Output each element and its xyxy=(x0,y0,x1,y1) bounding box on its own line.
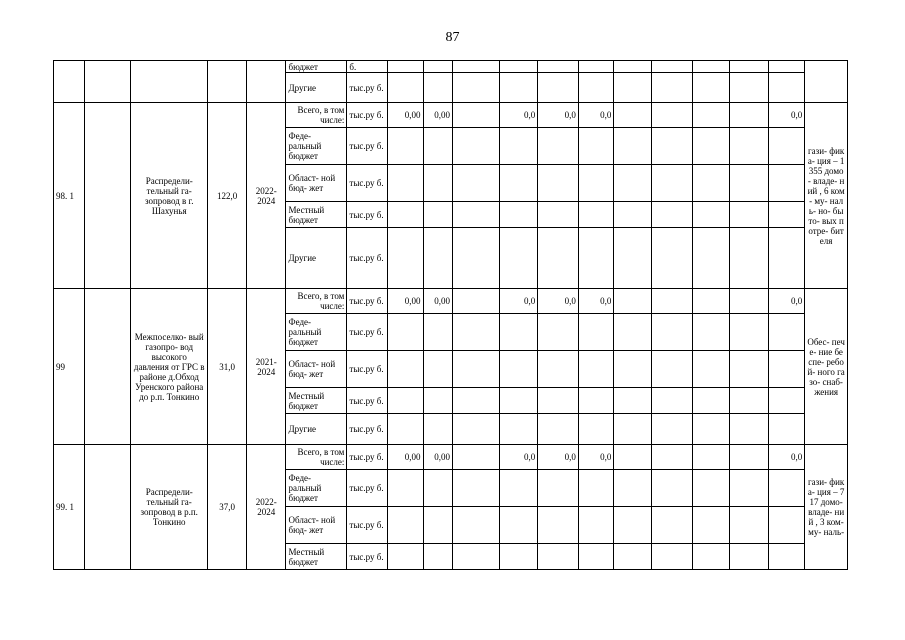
value-empty-cell xyxy=(578,351,614,388)
value-empty-cell xyxy=(692,388,730,414)
value-empty-cell xyxy=(730,445,769,470)
value-empty-cell xyxy=(538,61,579,73)
funding-value: 0,0 xyxy=(499,289,538,314)
value-empty-cell xyxy=(388,388,424,414)
value-empty-cell xyxy=(423,128,452,165)
funding-source: Феде- ральный бюджет xyxy=(286,128,347,165)
funding-value: 0,00 xyxy=(423,103,452,128)
unit-label: тыс.ру б. xyxy=(347,445,388,470)
value-empty-cell xyxy=(692,61,730,73)
value-empty-cell xyxy=(578,202,614,228)
unit-label: тыс.ру б. xyxy=(347,103,388,128)
value-empty-cell xyxy=(452,202,499,228)
value-empty-cell xyxy=(499,61,538,73)
value-empty-cell xyxy=(614,414,652,445)
value-empty-cell xyxy=(692,445,730,470)
unit-label: тыс.ру б. xyxy=(347,544,388,570)
value-empty-cell xyxy=(538,388,579,414)
table-row xyxy=(54,61,848,73)
value-empty-cell xyxy=(651,128,692,165)
unit-label: тыс.ру б. xyxy=(347,470,388,507)
value-empty-cell xyxy=(768,388,805,414)
value-empty-cell xyxy=(423,61,452,73)
value-empty-cell xyxy=(499,314,538,351)
project-period: 2022- 2024 xyxy=(246,445,286,570)
page-number: 87 xyxy=(445,30,460,45)
value-empty-cell xyxy=(388,165,424,202)
value-empty-cell xyxy=(692,103,730,128)
value-empty-cell xyxy=(614,351,652,388)
project-number-cell xyxy=(54,61,85,103)
project-name-cell xyxy=(131,61,208,103)
value-empty-cell xyxy=(388,73,424,103)
project-number: 98. 1 xyxy=(54,103,85,289)
value-empty-cell xyxy=(423,470,452,507)
result-cell xyxy=(805,61,848,103)
unit-label: тыс.ру б. xyxy=(347,351,388,388)
value-empty-cell xyxy=(578,73,614,103)
table-row xyxy=(54,445,848,470)
value-empty-cell xyxy=(730,128,769,165)
value-empty-cell xyxy=(388,544,424,570)
value-empty-cell xyxy=(452,103,499,128)
unit-label: тыс.ру б. xyxy=(347,202,388,228)
funding-value: 0,0 xyxy=(768,289,805,314)
length-cell xyxy=(208,61,247,103)
value-empty-cell xyxy=(730,202,769,228)
value-empty-cell xyxy=(388,314,424,351)
value-empty-cell xyxy=(452,128,499,165)
value-empty-cell xyxy=(452,73,499,103)
col-b-cell xyxy=(85,289,131,445)
value-empty-cell xyxy=(423,351,452,388)
value-empty-cell xyxy=(614,73,652,103)
value-empty-cell xyxy=(578,228,614,289)
value-empty-cell xyxy=(614,388,652,414)
value-empty-cell xyxy=(452,165,499,202)
funding-source: Местный бюджет xyxy=(286,202,347,228)
value-empty-cell xyxy=(730,470,769,507)
unit-label: тыс.ру б. xyxy=(347,128,388,165)
value-empty-cell xyxy=(730,103,769,128)
value-empty-cell xyxy=(651,314,692,351)
value-empty-cell xyxy=(578,470,614,507)
value-empty-cell xyxy=(423,314,452,351)
project-name: Распредели- тельный га- зопровод в р.п. Тонкино xyxy=(131,445,208,570)
funding-source: Феде- ральный бюджет xyxy=(286,470,347,507)
funding-source: Област- ной бюд- жет xyxy=(286,507,347,544)
investment-table xyxy=(53,60,848,570)
funding-value: 0,00 xyxy=(423,289,452,314)
value-empty-cell xyxy=(651,507,692,544)
value-empty-cell xyxy=(730,73,769,103)
value-empty-cell xyxy=(614,103,652,128)
value-empty-cell xyxy=(651,470,692,507)
value-empty-cell xyxy=(499,388,538,414)
unit-label: тыс.ру б. xyxy=(347,314,388,351)
funding-value: 0,0 xyxy=(499,103,538,128)
value-empty-cell xyxy=(692,414,730,445)
funding-value: 0,0 xyxy=(538,289,579,314)
value-empty-cell xyxy=(692,351,730,388)
value-empty-cell xyxy=(651,165,692,202)
value-empty-cell xyxy=(423,165,452,202)
value-empty-cell xyxy=(388,128,424,165)
funding-value: 0,0 xyxy=(578,445,614,470)
funding-source: Всего, в том числе: xyxy=(286,289,347,314)
value-empty-cell xyxy=(423,507,452,544)
value-empty-cell xyxy=(651,351,692,388)
funding-source: Другие xyxy=(286,414,347,445)
value-empty-cell xyxy=(388,228,424,289)
value-empty-cell xyxy=(651,289,692,314)
value-empty-cell xyxy=(768,61,805,73)
source-cell: Другие xyxy=(286,73,347,103)
value-empty-cell xyxy=(388,61,424,73)
value-empty-cell xyxy=(614,165,652,202)
value-empty-cell xyxy=(730,544,769,570)
value-empty-cell xyxy=(499,544,538,570)
value-empty-cell xyxy=(692,73,730,103)
value-empty-cell xyxy=(651,414,692,445)
value-empty-cell xyxy=(768,414,805,445)
value-empty-cell xyxy=(538,507,579,544)
value-empty-cell xyxy=(614,314,652,351)
unit-label: тыс.ру б. xyxy=(347,388,388,414)
value-empty-cell xyxy=(388,351,424,388)
funding-value: 0,0 xyxy=(578,103,614,128)
value-empty-cell xyxy=(452,544,499,570)
value-empty-cell xyxy=(452,228,499,289)
value-empty-cell xyxy=(768,507,805,544)
table-row xyxy=(54,103,848,128)
value-empty-cell xyxy=(452,507,499,544)
value-empty-cell xyxy=(651,445,692,470)
value-empty-cell xyxy=(614,202,652,228)
value-empty-cell xyxy=(538,228,579,289)
value-empty-cell xyxy=(538,351,579,388)
value-empty-cell xyxy=(499,470,538,507)
value-empty-cell xyxy=(768,228,805,289)
value-empty-cell xyxy=(651,228,692,289)
unit-cell: тыс.ру б. xyxy=(347,73,388,103)
value-empty-cell xyxy=(768,202,805,228)
project-number: 99 xyxy=(54,289,85,445)
value-empty-cell xyxy=(692,470,730,507)
value-empty-cell xyxy=(452,351,499,388)
funding-value: 0,0 xyxy=(538,103,579,128)
funding-value: 0,0 xyxy=(768,103,805,128)
value-empty-cell xyxy=(768,165,805,202)
project-length: 31,0 xyxy=(208,289,247,445)
value-empty-cell xyxy=(452,414,499,445)
value-empty-cell xyxy=(614,128,652,165)
value-empty-cell xyxy=(692,128,730,165)
value-empty-cell xyxy=(578,61,614,73)
value-empty-cell xyxy=(692,228,730,289)
value-empty-cell xyxy=(538,165,579,202)
value-empty-cell xyxy=(578,314,614,351)
value-empty-cell xyxy=(538,128,579,165)
value-empty-cell xyxy=(499,165,538,202)
value-empty-cell xyxy=(651,388,692,414)
value-empty-cell xyxy=(614,228,652,289)
value-empty-cell xyxy=(499,228,538,289)
value-empty-cell xyxy=(538,414,579,445)
value-empty-cell xyxy=(499,414,538,445)
value-empty-cell xyxy=(499,351,538,388)
value-empty-cell xyxy=(768,470,805,507)
unit-label: тыс.ру б. xyxy=(347,228,388,289)
value-empty-cell xyxy=(423,544,452,570)
value-empty-cell xyxy=(651,61,692,73)
value-empty-cell xyxy=(578,165,614,202)
value-empty-cell xyxy=(538,202,579,228)
unit-cell: б. xyxy=(347,61,388,73)
project-name: Межпоселко- вый газопро- вод высокого давления от ГРС в районе д.Обход Уренского района до р.п. Тонкино xyxy=(131,289,208,445)
value-empty-cell xyxy=(730,61,769,73)
value-empty-cell xyxy=(499,128,538,165)
value-empty-cell xyxy=(768,351,805,388)
funding-value: 0,00 xyxy=(388,445,424,470)
value-empty-cell xyxy=(651,73,692,103)
value-empty-cell xyxy=(730,414,769,445)
project-length: 37,0 xyxy=(208,445,247,570)
value-empty-cell xyxy=(730,351,769,388)
funding-value: 0,0 xyxy=(768,445,805,470)
project-name: Распредели- тельный га- зопровод в г. Шахунья xyxy=(131,103,208,289)
value-empty-cell xyxy=(538,73,579,103)
unit-label: тыс.ру б. xyxy=(347,165,388,202)
period-cell xyxy=(246,61,286,103)
funding-source: Всего, в том числе: xyxy=(286,103,347,128)
funding-value: 0,0 xyxy=(538,445,579,470)
value-empty-cell xyxy=(452,289,499,314)
col-b-cell xyxy=(85,61,131,103)
value-empty-cell xyxy=(538,314,579,351)
value-empty-cell xyxy=(651,544,692,570)
unit-label: тыс.ру б. xyxy=(347,507,388,544)
value-empty-cell xyxy=(578,414,614,445)
funding-source: Феде- ральный бюджет xyxy=(286,314,347,351)
value-empty-cell xyxy=(423,73,452,103)
value-empty-cell xyxy=(651,103,692,128)
project-period: 2022- 2024 xyxy=(246,103,286,289)
value-empty-cell xyxy=(768,73,805,103)
value-empty-cell xyxy=(452,388,499,414)
value-empty-cell xyxy=(388,414,424,445)
value-empty-cell xyxy=(538,470,579,507)
value-empty-cell xyxy=(692,314,730,351)
value-empty-cell xyxy=(730,165,769,202)
funding-source: Област- ной бюд- жет xyxy=(286,351,347,388)
value-empty-cell xyxy=(452,61,499,73)
value-empty-cell xyxy=(768,314,805,351)
value-empty-cell xyxy=(499,507,538,544)
value-empty-cell xyxy=(692,165,730,202)
value-empty-cell xyxy=(768,544,805,570)
value-empty-cell xyxy=(499,73,538,103)
col-b-cell xyxy=(85,445,131,570)
value-empty-cell xyxy=(578,128,614,165)
funding-value: 0,0 xyxy=(499,445,538,470)
value-empty-cell xyxy=(614,289,652,314)
project-result: гази- фика- ция – 717 домо- владе- ний , 3 ком- му- наль- xyxy=(805,445,848,570)
value-empty-cell xyxy=(452,470,499,507)
value-empty-cell xyxy=(730,228,769,289)
value-empty-cell xyxy=(578,507,614,544)
funding-value: 0,00 xyxy=(423,445,452,470)
value-empty-cell xyxy=(730,507,769,544)
value-empty-cell xyxy=(614,445,652,470)
funding-value: 0,0 xyxy=(578,289,614,314)
value-empty-cell xyxy=(499,202,538,228)
funding-source: Всего, в том числе: xyxy=(286,445,347,470)
value-empty-cell xyxy=(538,544,579,570)
value-empty-cell xyxy=(730,388,769,414)
project-result: гази- фика- ция – 1 355 домо- владе- ний , 6 ком- му- наль- но- быто- вых потре- бителя xyxy=(805,103,848,289)
value-empty-cell xyxy=(452,314,499,351)
value-empty-cell xyxy=(423,202,452,228)
value-empty-cell xyxy=(578,544,614,570)
value-empty-cell xyxy=(614,470,652,507)
unit-label: тыс.ру б. xyxy=(347,289,388,314)
value-empty-cell xyxy=(388,507,424,544)
project-period: 2021- 2024 xyxy=(246,289,286,445)
value-empty-cell xyxy=(651,202,692,228)
value-empty-cell xyxy=(730,289,769,314)
value-empty-cell xyxy=(768,128,805,165)
value-empty-cell xyxy=(692,507,730,544)
funding-value: 0,00 xyxy=(388,289,424,314)
value-empty-cell xyxy=(452,445,499,470)
project-length: 122,0 xyxy=(208,103,247,289)
value-empty-cell xyxy=(423,414,452,445)
value-empty-cell xyxy=(388,470,424,507)
unit-label: тыс.ру б. xyxy=(347,414,388,445)
funding-source: Другие xyxy=(286,228,347,289)
funding-value: 0,00 xyxy=(388,103,424,128)
value-empty-cell xyxy=(388,202,424,228)
col-b-cell xyxy=(85,103,131,289)
funding-source: Местный бюджет xyxy=(286,388,347,414)
table-row xyxy=(54,289,848,314)
value-empty-cell xyxy=(692,289,730,314)
value-empty-cell xyxy=(614,507,652,544)
funding-source: Местный бюджет xyxy=(286,544,347,570)
project-number: 99. 1 xyxy=(54,445,85,570)
value-empty-cell xyxy=(423,388,452,414)
value-empty-cell xyxy=(614,61,652,73)
value-empty-cell xyxy=(730,314,769,351)
project-result: Обес- пече- ние беспе- ребой- ного газо- снаб- жения xyxy=(805,289,848,445)
value-empty-cell xyxy=(578,388,614,414)
value-empty-cell xyxy=(614,544,652,570)
value-empty-cell xyxy=(692,202,730,228)
value-empty-cell xyxy=(692,544,730,570)
source-cell: бюджет xyxy=(286,61,347,73)
value-empty-cell xyxy=(423,228,452,289)
funding-source: Област- ной бюд- жет xyxy=(286,165,347,202)
